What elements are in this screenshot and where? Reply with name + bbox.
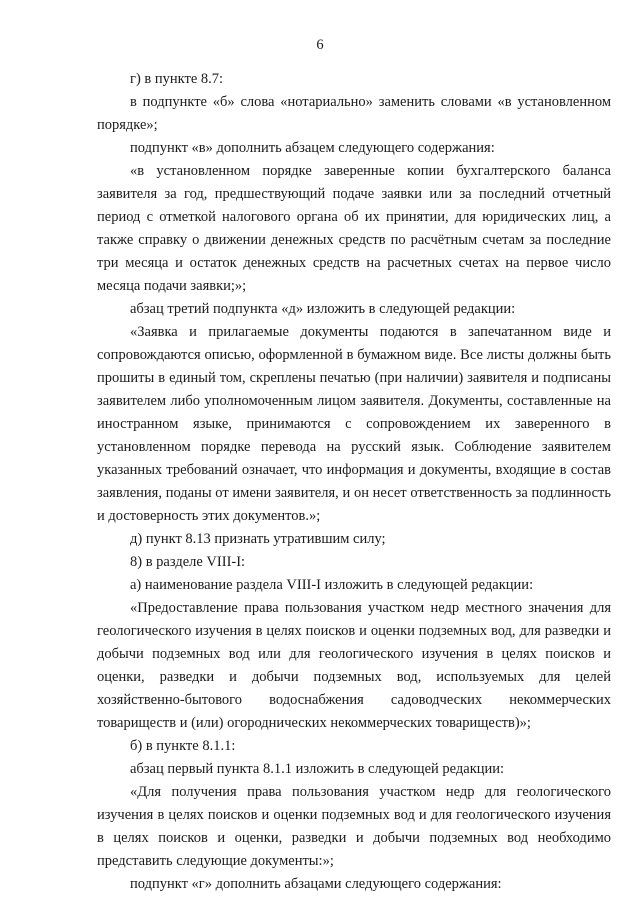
paragraph-subpoint-b-replacement: в подпункте «б» слова «нотариально» заменить словами «в установленном порядке»; <box>97 94 611 133</box>
paragraph-section-title-change: а) наименование раздела VIII-I изложить в следующей редакции: <box>130 577 534 593</box>
paragraph-point-8-1-1: б) в пункте 8.1.1: <box>130 738 236 754</box>
paragraph-item-g-point-8-7: г) в пункте 8.7: <box>130 71 224 87</box>
page-number: 6 <box>316 37 324 53</box>
paragraph-subpoint-g-addition: подпункт «г» дополнить абзацами следующего содержания: <box>130 876 502 892</box>
document-body <box>97 68 611 896</box>
paragraph-point-8-1-1-first-abzac: абзац первый пункта 8.1.1 изложить в следующей редакции: <box>130 761 505 777</box>
paragraph-balance-sheet-quote: «в установленном порядке заверенные копии бухгалтерского баланса заявителя за год, предшествующий подаче заявки или за последний отчетный период с отметкой налогового органа об их принятии, для юридических лиц, а также справку о движении денежных средств по расчётным счетам за последние три месяца и остаток денежных средств на расчетных счетах на первое число месяца подачи заявки;»; <box>97 163 611 294</box>
paragraph-required-documents-quote: «Для получения права пользования участком недр для геологического изучения в целях поисков и оценки подземных вод и для геологического изучения в целях поисков и оценки, разведки и добычи подземных вод необходимо представить следующие документы:»; <box>97 784 611 869</box>
paragraph-section-viii-i: 8) в разделе VIII-I: <box>130 554 246 570</box>
paragraph-subpoint-d-third-abzac: абзац третий подпункта «д» изложить в следующей редакции: <box>130 301 516 317</box>
paragraph-section-title-quote: «Предоставление права пользования участком недр местного значения для геологического изучения в целях поисков и оценки подземных вод, для разведки и добычи подземных вод или для геологического изучения в целях поисков и оценки, разведки и добычи подземных вод, используемых для целей хозяйственно-бытового водоснабжения садоводческих некоммерческих товариществ и (или) огороднических некоммерческих товариществ)»; <box>97 600 611 731</box>
paragraph-application-documents-quote: «Заявка и прилагаемые документы подаются в запечатанном виде и сопровождаются описью, оформленной в бумажном виде. Все листы должны быть прошиты в единый том, скреплены печатью (при наличии) заявителя и подписаны заявителем либо уполномоченным лицом заявителя. Документы, составленные на иностранном языке, принимаются с сопровождением их заверенного в установленном порядке перевода на русский язык. Соблюдение заявителем указанных требований означает, что информация и документы, входящие в состав заявления, поданы от имени заявителя, и он несет ответственность за подлинность и достоверность этих документов.»; <box>97 324 611 524</box>
paragraph-point-8-13-void: д) пункт 8.13 признать утратившим силу; <box>130 531 386 547</box>
paragraph-subpoint-v-addition: подпункт «в» дополнить абзацем следующего содержания: <box>130 140 495 156</box>
